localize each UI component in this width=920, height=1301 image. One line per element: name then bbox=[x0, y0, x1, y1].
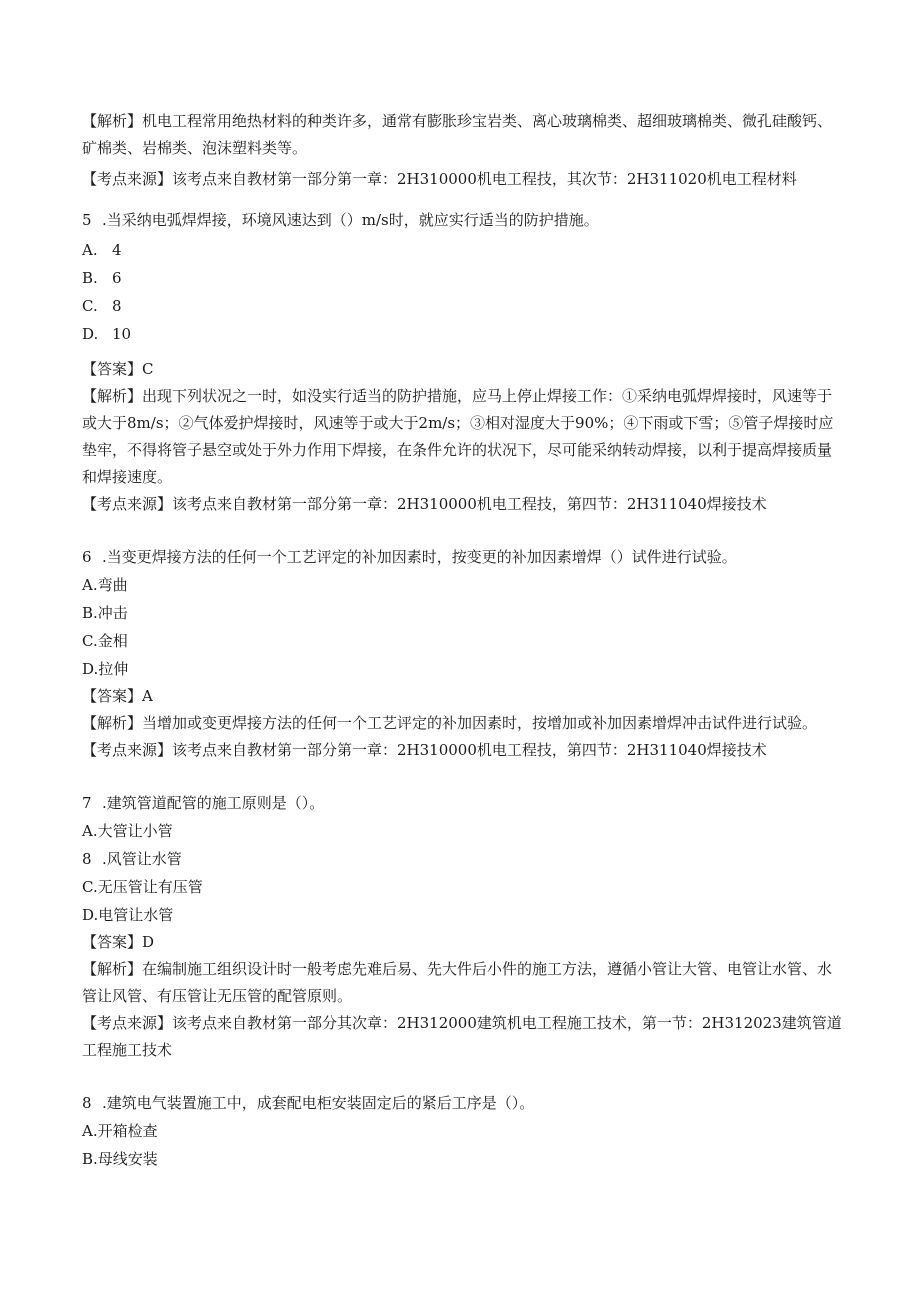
q5-option-b: B. 6 bbox=[82, 269, 122, 287]
q4-source: 【考点来源】该考点来自教材第一部分第一章：2H310000机电工程技，其次节：2H311020机电工程材料 bbox=[82, 170, 797, 188]
q8-stem-text: .建筑电气装置施工中，成套配电柜安装固定后的紧后工序是（）。 bbox=[102, 1094, 535, 1112]
q6-number: 6 bbox=[82, 548, 92, 566]
q7-analysis: 【解析】在编制施工组织设计时一般考虑先难后易、先大件后小件的施工方法，遵循小管让大管、电管让水管、水管让风管、有压管让无压管的配管原则。 bbox=[82, 960, 833, 1005]
q7-option-c: C.无压管让有压管 bbox=[82, 878, 203, 896]
q6-answer: 【答案】A bbox=[82, 687, 153, 705]
q7-option-b: 8 .风管让水管 bbox=[82, 850, 182, 868]
q6-option-d: D.拉伸 bbox=[82, 660, 129, 678]
q5-answer: 【答案】C bbox=[82, 360, 154, 378]
q5-option-d: D. 10 bbox=[82, 325, 132, 343]
q5-stem-text: .当采纳电弧焊焊接，环境风速达到（）m/s时，就应实行适当的防护措施。 bbox=[102, 211, 599, 229]
q8-option-a: A.开箱检查 bbox=[82, 1122, 158, 1140]
q6-stem-text: .当变更焊接方法的任何一个工艺评定的补加因素时，按变更的补加因素增焊（）试件进行试验。 bbox=[102, 548, 737, 566]
q7-option-d: D.电管让水管 bbox=[82, 906, 174, 924]
q6-option-b: B.冲击 bbox=[82, 604, 128, 622]
q8-number: 8 bbox=[82, 1094, 92, 1112]
q6-option-c: C.金相 bbox=[82, 632, 128, 650]
q7-stem bbox=[82, 790, 842, 817]
q7-stem-text: .建筑管道配管的施工原则是（）。 bbox=[102, 794, 325, 812]
document-page bbox=[82, 108, 842, 1173]
q6-source: 【考点来源】该考点来自教材第一部分第一章：2H310000机电工程技，第四节：2H311040焊接技术 bbox=[82, 741, 767, 759]
q5-option-a: A. 4 bbox=[82, 241, 122, 259]
q4-analysis: 【解析】机电工程常用绝热材料的种类许多，通常有膨胀珍宝岩类、离心玻璃棉类、超细玻璃棉类、微孔硅酸钙、矿棉类、岩棉类、泡沫塑料类等。 bbox=[82, 112, 833, 157]
q8-option-b: B.母线安装 bbox=[82, 1150, 158, 1168]
q5-stem bbox=[82, 207, 842, 234]
q5-number: 5 bbox=[82, 211, 92, 229]
q7-source: 【考点来源】该考点来自教材第一部分其次章：2H312000建筑机电工程施工技术，第一节：2H312023建筑管道工程施工技术 bbox=[82, 1014, 842, 1059]
q5-option-c: C. 8 bbox=[82, 297, 122, 315]
q5-analysis: 【解析】出现下列状况之一时，如没实行适当的防护措施，应马上停止焊接工作：①采纳电弧焊焊接时，风速等于或大于8m/s；②气体爱护焊接时，风速等于或大于2m/s；③相对湿度大于90%；④下雨或下雪；⑤管子焊接时应垫牢，不得将管子悬空或处于外力作用下焊接，在条件允许的状况下，尽可能采纳转动焊接，以利于提高焊接质量和焊接速度。 bbox=[82, 387, 834, 486]
q6-option-a: A.弯曲 bbox=[82, 576, 128, 594]
q7-option-a: A.大管让小管 bbox=[82, 822, 173, 840]
q7-number: 7 bbox=[82, 794, 92, 812]
q6-analysis: 【解析】当增加或变更焊接方法的任何一个工艺评定的补加因素时，按增加或补加因素增焊冲击试件进行试验。 bbox=[82, 714, 818, 732]
q5-source: 【考点来源】该考点来自教材第一部分第一章：2H310000机电工程技，第四节：2H311040焊接技术 bbox=[82, 495, 767, 513]
q7-answer: 【答案】D bbox=[82, 933, 155, 951]
q6-stem bbox=[82, 544, 842, 571]
q8-stem bbox=[82, 1090, 842, 1117]
